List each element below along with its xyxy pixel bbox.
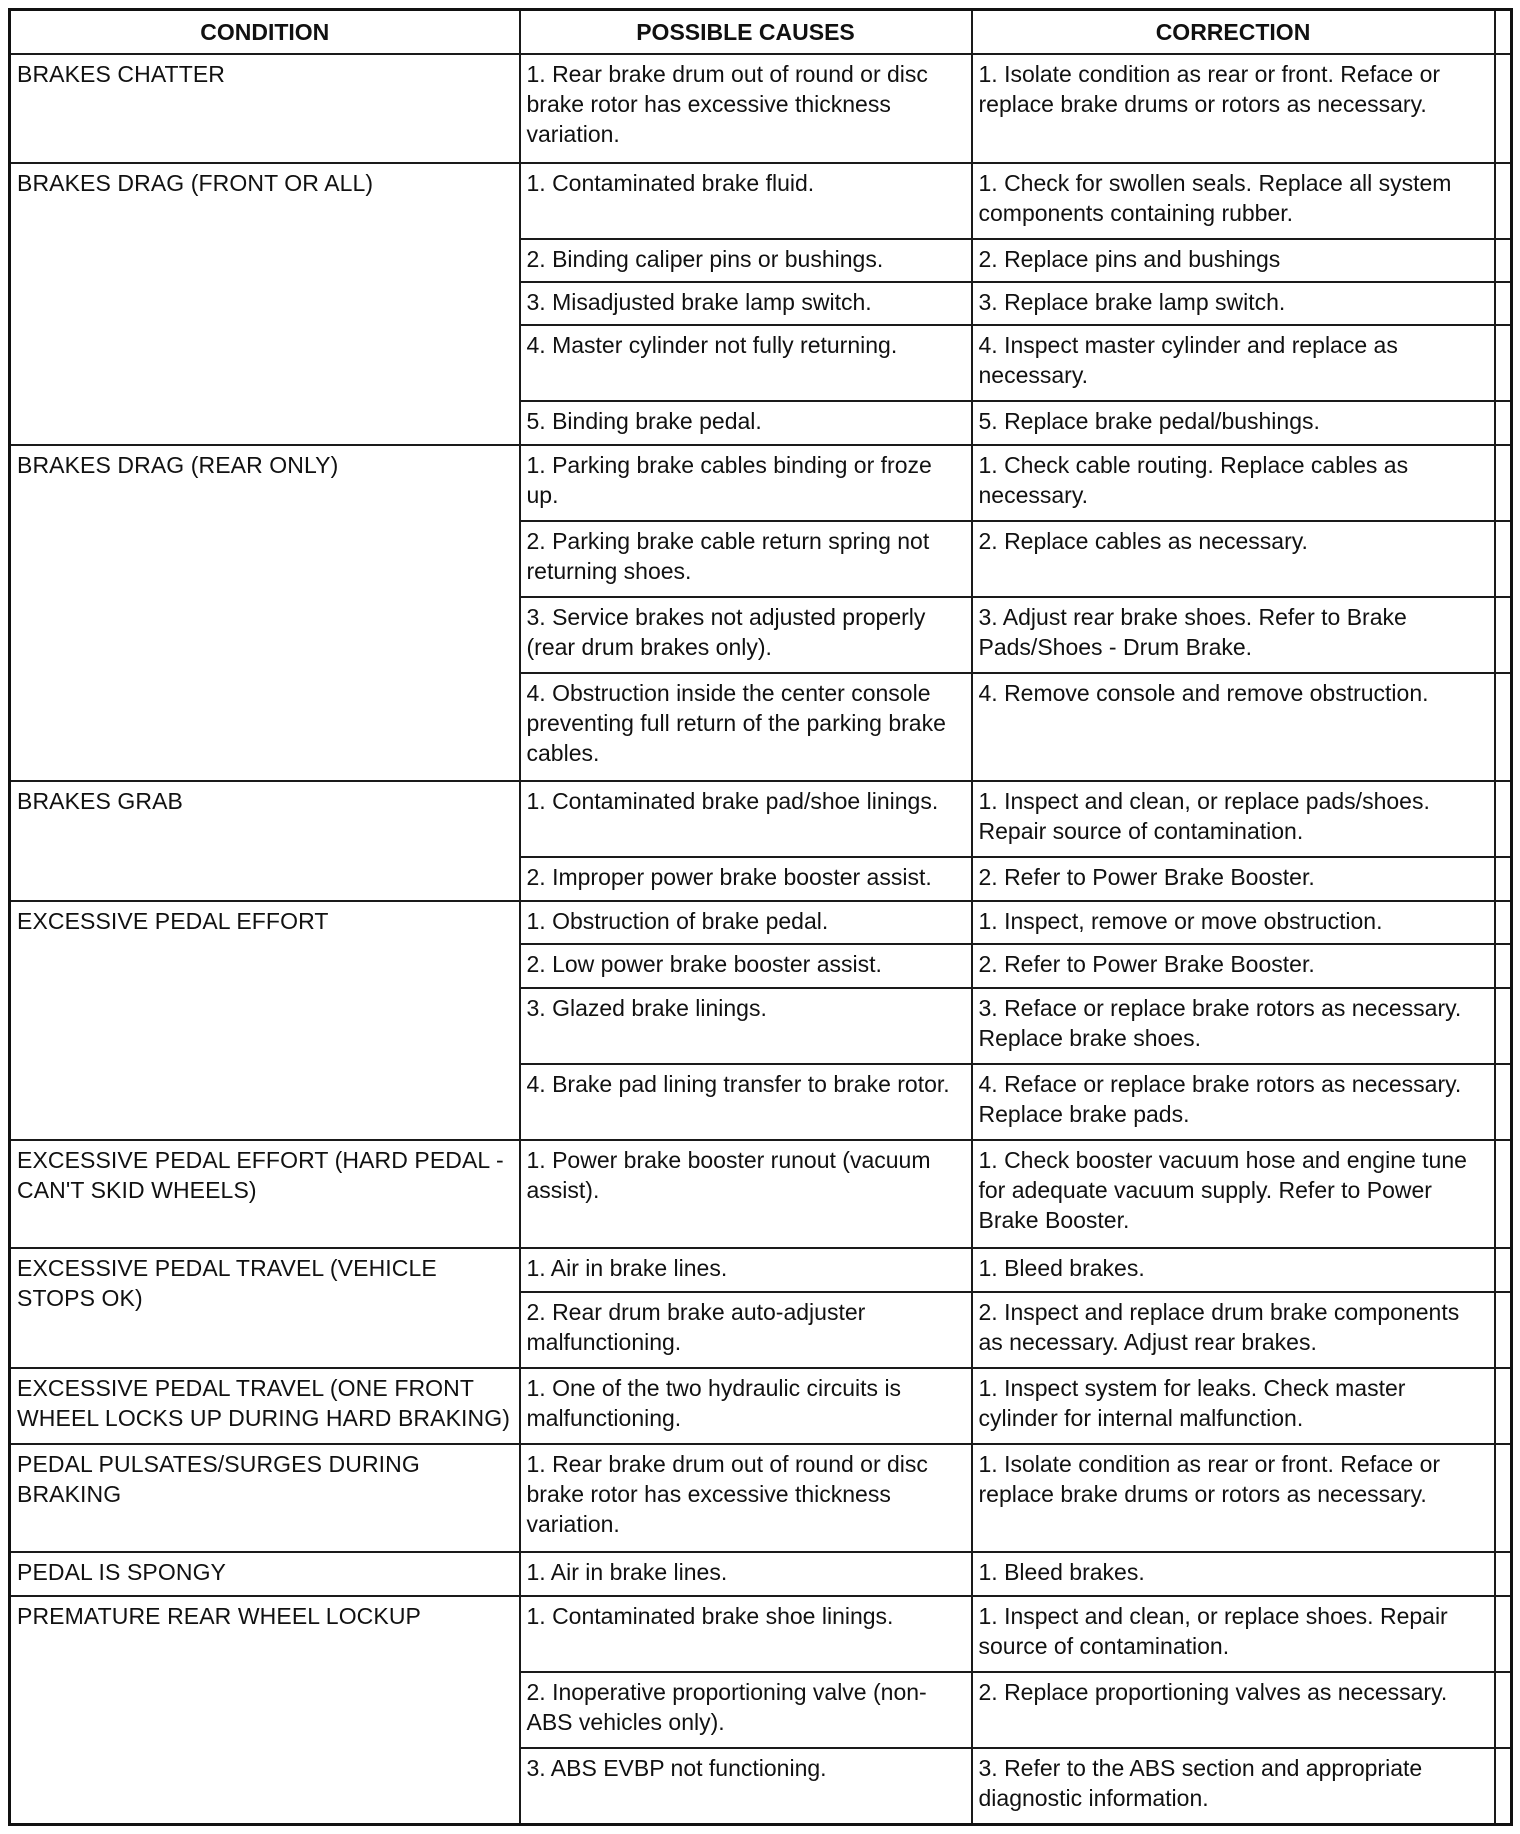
possible-cause-cell: 2. Parking brake cable return spring not returning shoes. bbox=[520, 521, 972, 597]
edge-column-cell bbox=[1495, 1368, 1512, 1444]
correction-cell: 4. Inspect master cylinder and replace as necessary. bbox=[972, 325, 1495, 401]
correction-cell: 1. Inspect, remove or move obstruction. bbox=[972, 901, 1495, 944]
edge-column-cell bbox=[1495, 781, 1512, 857]
correction-cell: 2. Refer to Power Brake Booster. bbox=[972, 944, 1495, 987]
edge-column-cell bbox=[1495, 54, 1512, 163]
edge-column-cell bbox=[1495, 1552, 1512, 1595]
correction-cell: 3. Refer to the ABS section and appropriate diagnostic information. bbox=[972, 1748, 1495, 1825]
edge-column-cell bbox=[1495, 1444, 1512, 1553]
edge-column-cell bbox=[1495, 944, 1512, 987]
possible-cause-cell: 4. Obstruction inside the center console preventing full return of the parking brake cables. bbox=[520, 673, 972, 782]
correction-cell: 1. Check cable routing. Replace cables as necessary. bbox=[972, 445, 1495, 521]
edge-column-cell bbox=[1495, 401, 1512, 444]
correction-cell: 4. Reface or replace brake rotors as necessary. Replace brake pads. bbox=[972, 1064, 1495, 1140]
correction-cell: 3. Reface or replace brake rotors as necessary. Replace brake shoes. bbox=[972, 988, 1495, 1064]
correction-cell: 1. Isolate condition as rear or front. Reface or replace brake drums or rotors as necessary. bbox=[972, 54, 1495, 163]
edge-column-cell bbox=[1495, 521, 1512, 597]
condition-cell: PEDAL PULSATES/SURGES DURING BRAKING bbox=[10, 1444, 520, 1553]
possible-cause-cell: 3. ABS EVBP not functioning. bbox=[520, 1748, 972, 1825]
possible-cause-cell: 1. Air in brake lines. bbox=[520, 1552, 972, 1595]
correction-cell: 2. Refer to Power Brake Booster. bbox=[972, 857, 1495, 900]
correction-cell: 1. Check booster vacuum hose and engine tune for adequate vacuum supply. Refer to Power Brake Booster. bbox=[972, 1140, 1495, 1249]
edge-column-cell bbox=[1495, 1292, 1512, 1368]
possible-cause-cell: 3. Glazed brake linings. bbox=[520, 988, 972, 1064]
correction-cell: 1. Inspect and clean, or replace pads/shoes. Repair source of contamination. bbox=[972, 781, 1495, 857]
header-condition: CONDITION bbox=[10, 10, 520, 55]
possible-cause-cell: 1. Obstruction of brake pedal. bbox=[520, 901, 972, 944]
edge-column-cell bbox=[1495, 857, 1512, 900]
edge-column-cell bbox=[1495, 325, 1512, 401]
table-row bbox=[10, 1552, 1512, 1595]
correction-cell: 1. Inspect system for leaks. Check master cylinder for internal malfunction. bbox=[972, 1368, 1495, 1444]
possible-cause-cell: 3. Misadjusted brake lamp switch. bbox=[520, 282, 972, 325]
possible-cause-cell: 1. Air in brake lines. bbox=[520, 1248, 972, 1291]
possible-cause-cell: 1. Contaminated brake pad/shoe linings. bbox=[520, 781, 972, 857]
correction-cell: 1. Bleed brakes. bbox=[972, 1552, 1495, 1595]
possible-cause-cell: 1. Contaminated brake shoe linings. bbox=[520, 1596, 972, 1672]
condition-cell: BRAKES DRAG (FRONT OR ALL) bbox=[10, 163, 520, 445]
possible-cause-cell: 2. Inoperative proportioning valve (non-ABS vehicles only). bbox=[520, 1672, 972, 1748]
possible-cause-cell: 2. Rear drum brake auto-adjuster malfunctioning. bbox=[520, 1292, 972, 1368]
table-row bbox=[10, 1248, 1512, 1291]
possible-cause-cell: 1. Parking brake cables binding or froze up. bbox=[520, 445, 972, 521]
condition-cell: PEDAL IS SPONGY bbox=[10, 1552, 520, 1595]
table-row bbox=[10, 163, 1512, 239]
table-row bbox=[10, 781, 1512, 857]
edge-column-cell bbox=[1495, 597, 1512, 673]
edge-column-cell bbox=[1495, 163, 1512, 239]
edge-column-cell bbox=[1495, 1064, 1512, 1140]
edge-column-cell bbox=[1495, 673, 1512, 782]
possible-cause-cell: 2. Low power brake booster assist. bbox=[520, 944, 972, 987]
possible-cause-cell: 3. Service brakes not adjusted properly (rear drum brakes only). bbox=[520, 597, 972, 673]
header-row bbox=[10, 10, 1512, 55]
correction-cell: 3. Replace brake lamp switch. bbox=[972, 282, 1495, 325]
header-possible-causes: POSSIBLE CAUSES bbox=[520, 10, 972, 55]
table-row bbox=[10, 54, 1512, 163]
condition-cell: EXCESSIVE PEDAL EFFORT (HARD PEDAL - CAN'T SKID WHEELS) bbox=[10, 1140, 520, 1249]
table-row bbox=[10, 1596, 1512, 1672]
edge-column-cell bbox=[1495, 1140, 1512, 1249]
correction-cell: 4. Remove console and remove obstruction. bbox=[972, 673, 1495, 782]
edge-column-cell bbox=[1495, 901, 1512, 944]
condition-cell: EXCESSIVE PEDAL EFFORT bbox=[10, 901, 520, 1140]
condition-cell: PREMATURE REAR WHEEL LOCKUP bbox=[10, 1596, 520, 1825]
correction-cell: 1. Check for swollen seals. Replace all system components containing rubber. bbox=[972, 163, 1495, 239]
possible-cause-cell: 2. Improper power brake booster assist. bbox=[520, 857, 972, 900]
edge-column-cell bbox=[1495, 10, 1512, 55]
condition-cell: EXCESSIVE PEDAL TRAVEL (VEHICLE STOPS OK) bbox=[10, 1248, 520, 1367]
correction-cell: 2. Inspect and replace drum brake components as necessary. Adjust rear brakes. bbox=[972, 1292, 1495, 1368]
edge-column-cell bbox=[1495, 445, 1512, 521]
edge-column-cell bbox=[1495, 988, 1512, 1064]
possible-cause-cell: 1. Power brake booster runout (vacuum assist). bbox=[520, 1140, 972, 1249]
edge-column-cell bbox=[1495, 282, 1512, 325]
edge-column-cell bbox=[1495, 1248, 1512, 1291]
possible-cause-cell: 1. One of the two hydraulic circuits is malfunctioning. bbox=[520, 1368, 972, 1444]
correction-cell: 3. Adjust rear brake shoes. Refer to Brake Pads/Shoes - Drum Brake. bbox=[972, 597, 1495, 673]
table-row bbox=[10, 445, 1512, 521]
edge-column-cell bbox=[1495, 239, 1512, 282]
possible-cause-cell: 1. Rear brake drum out of round or disc brake rotor has excessive thickness variation. bbox=[520, 1444, 972, 1553]
table-row bbox=[10, 1444, 1512, 1553]
condition-cell: EXCESSIVE PEDAL TRAVEL (ONE FRONT WHEEL LOCKS UP DURING HARD BRAKING) bbox=[10, 1368, 520, 1444]
correction-cell: 2. Replace cables as necessary. bbox=[972, 521, 1495, 597]
correction-cell: 1. Isolate condition as rear or front. Reface or replace brake drums or rotors as necessary. bbox=[972, 1444, 1495, 1553]
table-row bbox=[10, 901, 1512, 944]
brake-diagnosis-table bbox=[8, 8, 1513, 1826]
possible-cause-cell: 4. Master cylinder not fully returning. bbox=[520, 325, 972, 401]
correction-cell: 2. Replace proportioning valves as necessary. bbox=[972, 1672, 1495, 1748]
possible-cause-cell: 4. Brake pad lining transfer to brake rotor. bbox=[520, 1064, 972, 1140]
edge-column-cell bbox=[1495, 1748, 1512, 1825]
correction-cell: 5. Replace brake pedal/bushings. bbox=[972, 401, 1495, 444]
possible-cause-cell: 1. Rear brake drum out of round or disc brake rotor has excessive thickness variation. bbox=[520, 54, 972, 163]
condition-cell: BRAKES CHATTER bbox=[10, 54, 520, 163]
possible-cause-cell: 5. Binding brake pedal. bbox=[520, 401, 972, 444]
condition-cell: BRAKES DRAG (REAR ONLY) bbox=[10, 445, 520, 782]
possible-cause-cell: 1. Contaminated brake fluid. bbox=[520, 163, 972, 239]
header-correction: CORRECTION bbox=[972, 10, 1495, 55]
condition-cell: BRAKES GRAB bbox=[10, 781, 520, 900]
correction-cell: 2. Replace pins and bushings bbox=[972, 239, 1495, 282]
correction-cell: 1. Inspect and clean, or replace shoes. Repair source of contamination. bbox=[972, 1596, 1495, 1672]
possible-cause-cell: 2. Binding caliper pins or bushings. bbox=[520, 239, 972, 282]
correction-cell: 1. Bleed brakes. bbox=[972, 1248, 1495, 1291]
table-row bbox=[10, 1140, 1512, 1249]
table-body bbox=[10, 54, 1512, 1825]
edge-column-cell bbox=[1495, 1596, 1512, 1672]
table-row bbox=[10, 1368, 1512, 1444]
edge-column-cell bbox=[1495, 1672, 1512, 1748]
